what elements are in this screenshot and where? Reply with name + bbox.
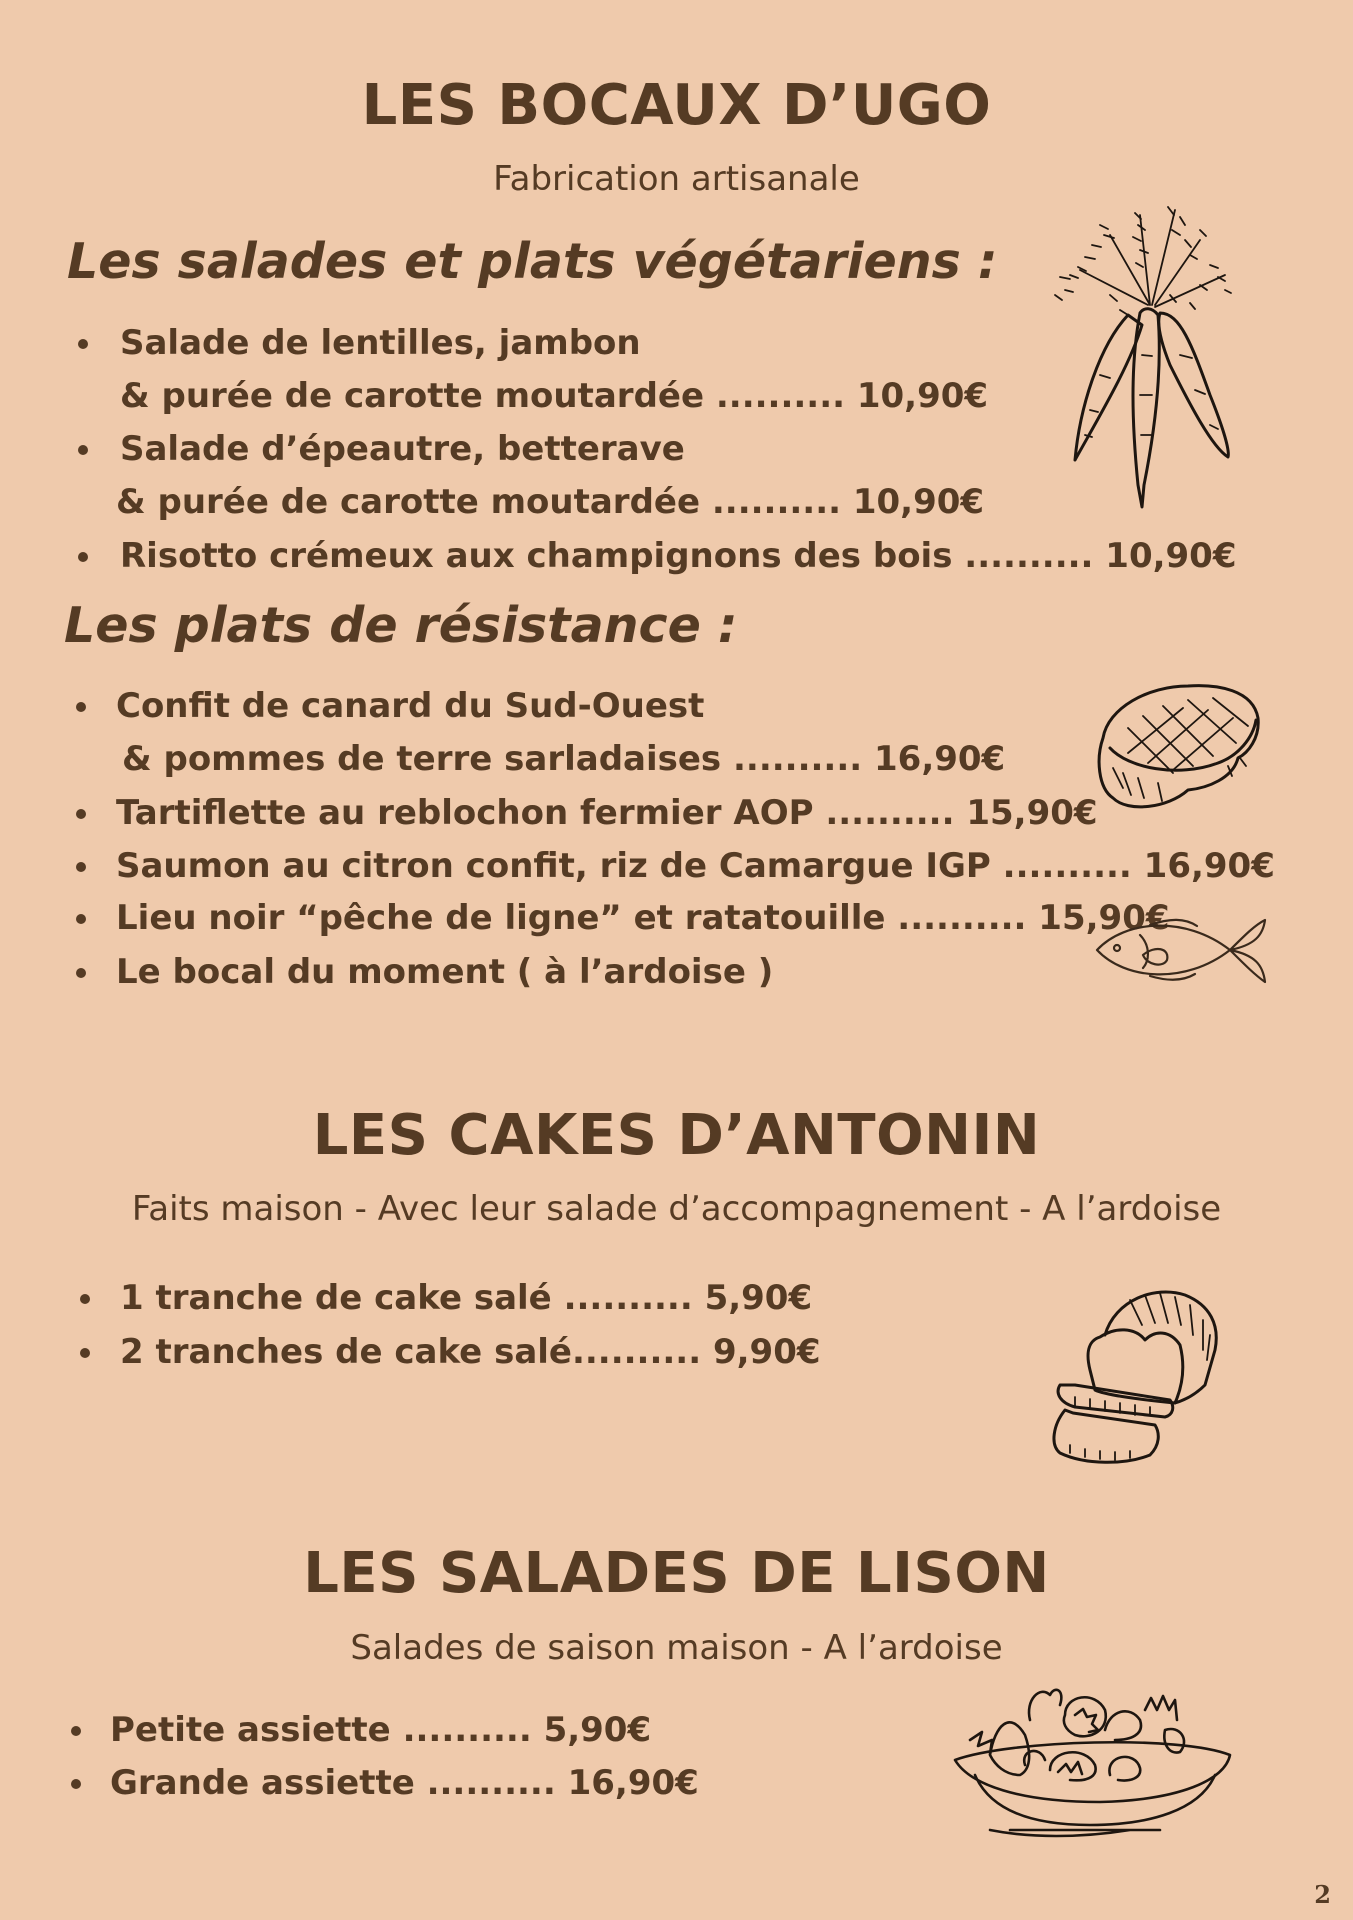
bullet bbox=[71, 1779, 81, 1789]
menu-item-grande-assiette: Grande assiette .......... 16,90€ bbox=[110, 1763, 699, 1803]
section-subtitle-cakes: Faits maison - Avec leur salade d’accompagnement - A l’ardoise bbox=[131, 1189, 1222, 1229]
menu-item-cake-1: 1 tranche de cake salé .......... 5,90€ bbox=[120, 1278, 813, 1318]
page-number: 2 bbox=[1314, 1880, 1331, 1909]
menu-item-lentilles-line2: & purée de carotte moutardée .......... 10,90€ bbox=[120, 376, 989, 416]
menu-item-petite-assiette: Petite assiette .......... 5,90€ bbox=[110, 1710, 652, 1750]
menu-item-epeautre-line1: Salade d’épeautre, betterave bbox=[120, 429, 685, 469]
fish-icon bbox=[1095, 910, 1270, 990]
menu-item-confit-line2: & pommes de terre sarladaises .......... 16,90€ bbox=[122, 739, 1006, 779]
menu-item-lieu-noir: Lieu noir “pêche de ligne” et ratatouille .......... 15,90€ bbox=[116, 898, 1170, 938]
section-title-bocaux: LES BOCAUX D’UGO bbox=[361, 73, 992, 138]
menu-item-cake-2: 2 tranches de cake salé.......... 9,90€ bbox=[120, 1332, 821, 1372]
menu-item-confit-line1: Confit de canard du Sud-Ouest bbox=[116, 686, 705, 726]
section-title-cakes: LES CAKES D’ANTONIN bbox=[312, 1103, 1041, 1168]
salad-bowl-icon bbox=[950, 1680, 1235, 1840]
bullet bbox=[80, 1294, 90, 1304]
menu-item-tartiflette: Tartiflette au reblochon fermier AOP .......... 15,90€ bbox=[116, 793, 1098, 833]
section-subtitle-salades: Salades de saison maison - A l’ardoise bbox=[350, 1628, 1003, 1668]
bullet bbox=[78, 552, 88, 562]
bullet bbox=[71, 1726, 81, 1736]
steak-icon bbox=[1088, 678, 1263, 818]
carrots-icon bbox=[1040, 195, 1260, 515]
section-subtitle-bocaux: Fabrication artisanale bbox=[493, 159, 860, 199]
bullet bbox=[76, 914, 86, 924]
section-title-salades: LES SALADES DE LISON bbox=[303, 1541, 1050, 1606]
category-heading-resistance: Les plats de résistance : bbox=[64, 597, 738, 654]
bullet bbox=[76, 968, 86, 978]
bullet bbox=[76, 862, 86, 872]
category-heading-vegetarian: Les salades et plats végétariens : bbox=[67, 233, 998, 290]
menu-item-saumon: Saumon au citron confit, riz de Camargue IGP .......... 16,90€ bbox=[116, 846, 1275, 886]
bread-loaf-icon bbox=[1045, 1275, 1225, 1470]
bullet bbox=[76, 809, 86, 819]
menu-item-risotto: Risotto crémeux aux champignons des bois .......... 10,90€ bbox=[120, 536, 1237, 576]
bullet bbox=[78, 445, 88, 455]
menu-item-lentilles-line1: Salade de lentilles, jambon bbox=[120, 323, 641, 363]
bullet bbox=[76, 702, 86, 712]
menu-item-bocal-du-moment: Le bocal du moment ( à l’ardoise ) bbox=[116, 952, 774, 992]
bullet bbox=[78, 339, 88, 349]
menu-item-epeautre-line2: & purée de carotte moutardée .......... 10,90€ bbox=[116, 482, 985, 522]
bullet bbox=[80, 1348, 90, 1358]
